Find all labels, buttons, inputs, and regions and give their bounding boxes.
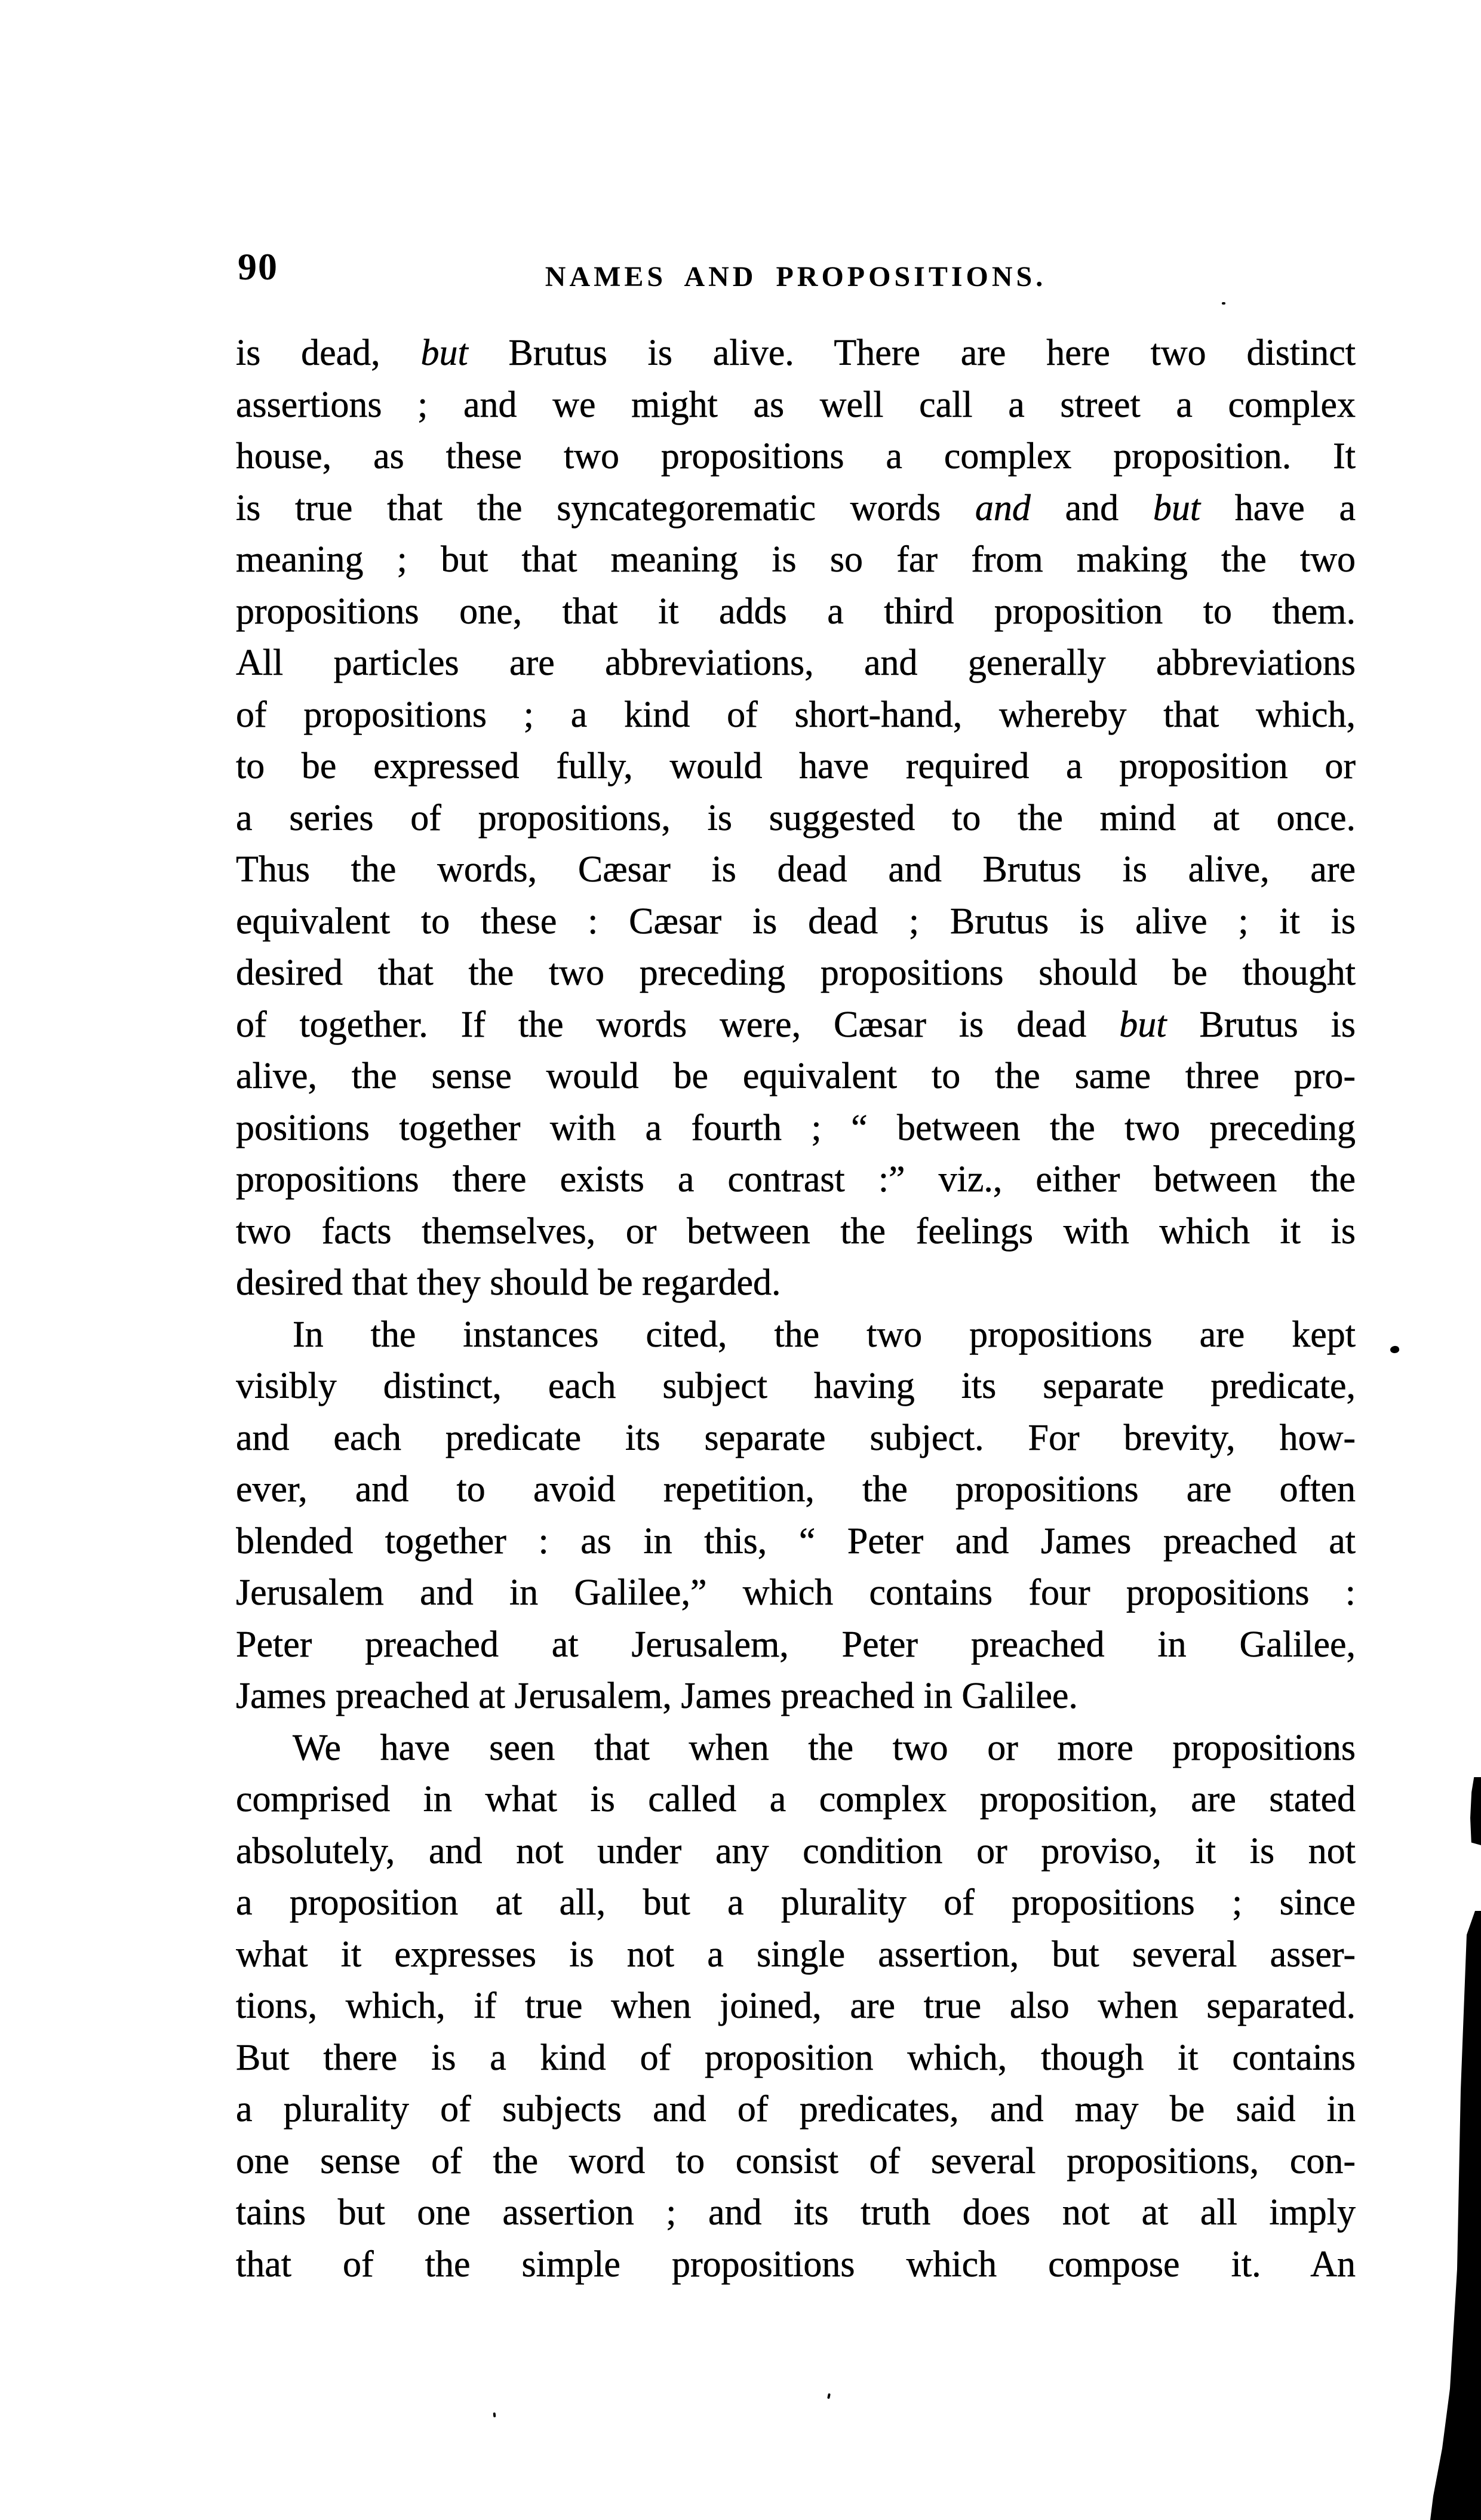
- text-line: a series of propositions, is suggested to the mind at once.: [236, 797, 1356, 838]
- text-line: and each predicate its separate subject. For brevity, how-: [236, 1417, 1356, 1458]
- text-line: But there is a kind of proposition which, though it contains: [236, 2037, 1356, 2078]
- scan-artifact-speck-bottom-1: [827, 2393, 831, 2399]
- text-line: positions together with a fourth ; “ between the two preceding: [236, 1107, 1356, 1148]
- text-line: two facts themselves, or between the feelings with which it is: [236, 1210, 1356, 1252]
- text-line: Thus the words, Cæsar is dead and Brutus is alive, are: [236, 849, 1356, 890]
- text-line: comprised in what is called a complex proposition, are stated: [236, 1779, 1356, 1820]
- scan-artifact-right-bar-upper: [1470, 1777, 1481, 1845]
- text-line: one sense of the word to consist of several propositions, con-: [236, 2140, 1356, 2181]
- text-line: meaning ; but that meaning is so far from making the two: [236, 539, 1356, 580]
- text-line: tions, which, if true when joined, are true also when separated.: [236, 1986, 1356, 2026]
- text-line: alive, the sense would be equivalent to the same three pro-: [236, 1056, 1356, 1096]
- text-line: is true that the syncategorematic words and and but have a: [236, 487, 1356, 528]
- text-line: In the instances cited, the two propositions are kept: [293, 1314, 1356, 1355]
- scan-artifact-margin-dot: [1390, 1345, 1400, 1354]
- text-line: All particles are abbreviations, and generally abbreviations: [236, 643, 1356, 683]
- text-line: what it expresses is not a single assertion, but several asser-: [236, 1934, 1356, 1975]
- text-line: that of the simple propositions which compose it. An: [236, 2244, 1356, 2285]
- text-line: We have seen that when the two or more propositions: [293, 1727, 1356, 1768]
- text-line: equivalent to these : Cæsar is dead ; Brutus is alive ; it is: [236, 901, 1356, 942]
- text-line: a plurality of subjects and of predicates, and may be said in: [236, 2089, 1356, 2129]
- text-line: is dead, but Brutus is alive. There are here two distinct: [236, 333, 1356, 373]
- scan-artifact-speck-bottom-2: [493, 2413, 496, 2417]
- text-line: ever, and to avoid repetition, the propositions are often: [236, 1469, 1356, 1510]
- text-line: absolutely, and not under any condition or proviso, it is not: [236, 1830, 1356, 1871]
- scan-artifact-right-band-lower: [1427, 1911, 1481, 2520]
- running-header: NAMES AND PROPOSITIONS.: [545, 261, 1047, 293]
- text-line: Peter preached at Jerusalem, Peter preached in Galilee,: [236, 1624, 1356, 1665]
- text-line: James preached at Jerusalem, James preached in Galilee.: [236, 1676, 1078, 1716]
- page-number: 90: [238, 245, 278, 288]
- text-line: of together. If the words were, Cæsar is dead but Brutus is: [236, 1004, 1356, 1045]
- body-text: [236, 327, 1356, 2290]
- text-line: Jerusalem and in Galilee,” which contains four propositions :: [236, 1572, 1356, 1613]
- text-line: to be expressed fully, would have required a proposition or: [236, 746, 1356, 786]
- text-line: desired that they should be regarded.: [236, 1262, 781, 1303]
- text-line: tains but one assertion ; and its truth does not at all imply: [236, 2192, 1356, 2233]
- text-line: propositions one, that it adds a third proposition to them.: [236, 591, 1356, 632]
- text-line: of propositions ; a kind of short-hand, whereby that which,: [236, 694, 1356, 735]
- text-line: desired that the two preceding propositions should be thought: [236, 952, 1356, 993]
- text-line: assertions ; and we might as well call a street a complex: [236, 384, 1356, 425]
- text-line: propositions there exists a contrast :” viz., either between the: [236, 1159, 1356, 1200]
- text-line: a proposition at all, but a plurality of propositions ; since: [236, 1882, 1356, 1923]
- text-line: visibly distinct, each subject having its separate predicate,: [236, 1366, 1356, 1406]
- text-line: house, as these two propositions a complex proposition. It: [236, 436, 1356, 477]
- text-line: blended together : as in this, “ Peter and James preached at: [236, 1520, 1356, 1562]
- scan-artifact-speck-header: [1222, 302, 1225, 305]
